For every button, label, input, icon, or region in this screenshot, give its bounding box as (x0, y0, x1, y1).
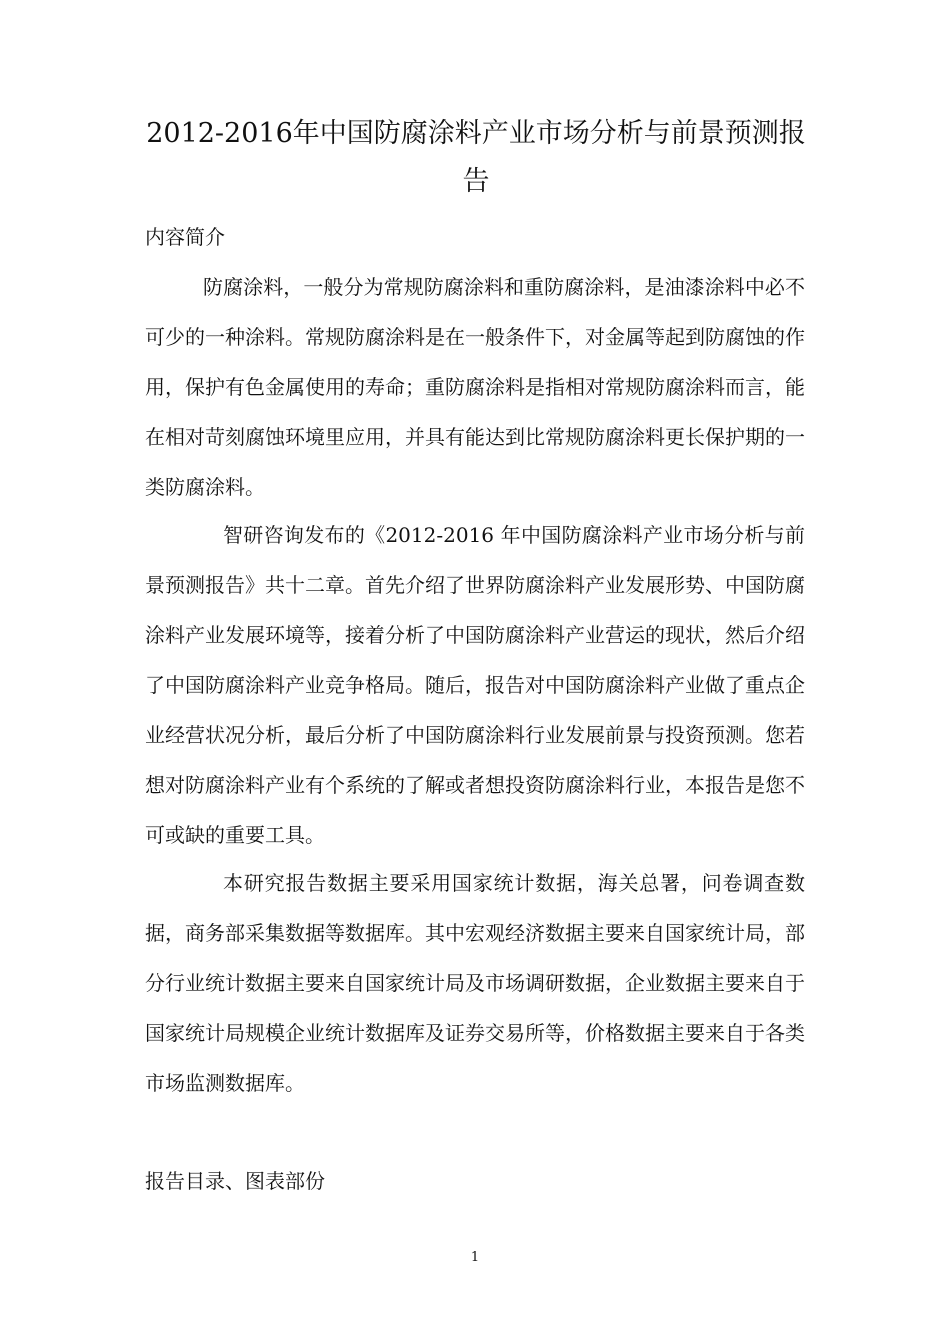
page-number: 1 (470, 1250, 480, 1265)
paragraph-data-sources: 本研究报告数据主要采用国家统计数据，海关总署，问卷调查数据，商务部采集数据等数据库。其中宏观经济数据主要来自国家统计局，部分行业统计数据主要来自国家统计局及市场调研数据，企业数据主要来自于国家统计局规模企业统计数据库及证券交易所等，价格数据主要来自于各类市场监测数据库。 (145, 871, 805, 1095)
section-heading-toc: 报告目录、图表部份 (145, 1169, 325, 1193)
document-title: 2012-2016年中国防腐涂料产业市场分析与前景预测报告 (146, 118, 806, 197)
paragraph-report-summary: 智研咨询发布的《2012-2016 年中国防腐涂料产业市场分析与前景预测报告》共十二章。首先介绍了世界防腐涂料产业发展形势、中国防腐涂料产业发展环境等，接着分析了中国防腐涂料产业营运的现状，然后介绍了中国防腐涂料产业竞争格局。随后，报告对中国防腐涂料产业做了重点企业经营状况分析，最后分析了中国防腐涂料行业发展前景与投资预测。您若想对防腐涂料产业有个系统的了解或者想投资防腐涂料行业，本报告是您不可或缺的重要工具。 (145, 523, 805, 847)
paragraph-intro-definition: 防腐涂料，一般分为常规防腐涂料和重防腐涂料，是油漆涂料中必不可少的一种涂料。常规防腐涂料是在一般条件下，对金属等起到防腐蚀的作用，保护有色金属使用的寿命；重防腐涂料是指相对常规防腐涂料而言，能在相对苛刻腐蚀环境里应用，并具有能达到比常规防腐涂料更长保护期的一类防腐涂料。 (145, 275, 805, 499)
section-heading-intro: 内容简介 (145, 225, 225, 249)
